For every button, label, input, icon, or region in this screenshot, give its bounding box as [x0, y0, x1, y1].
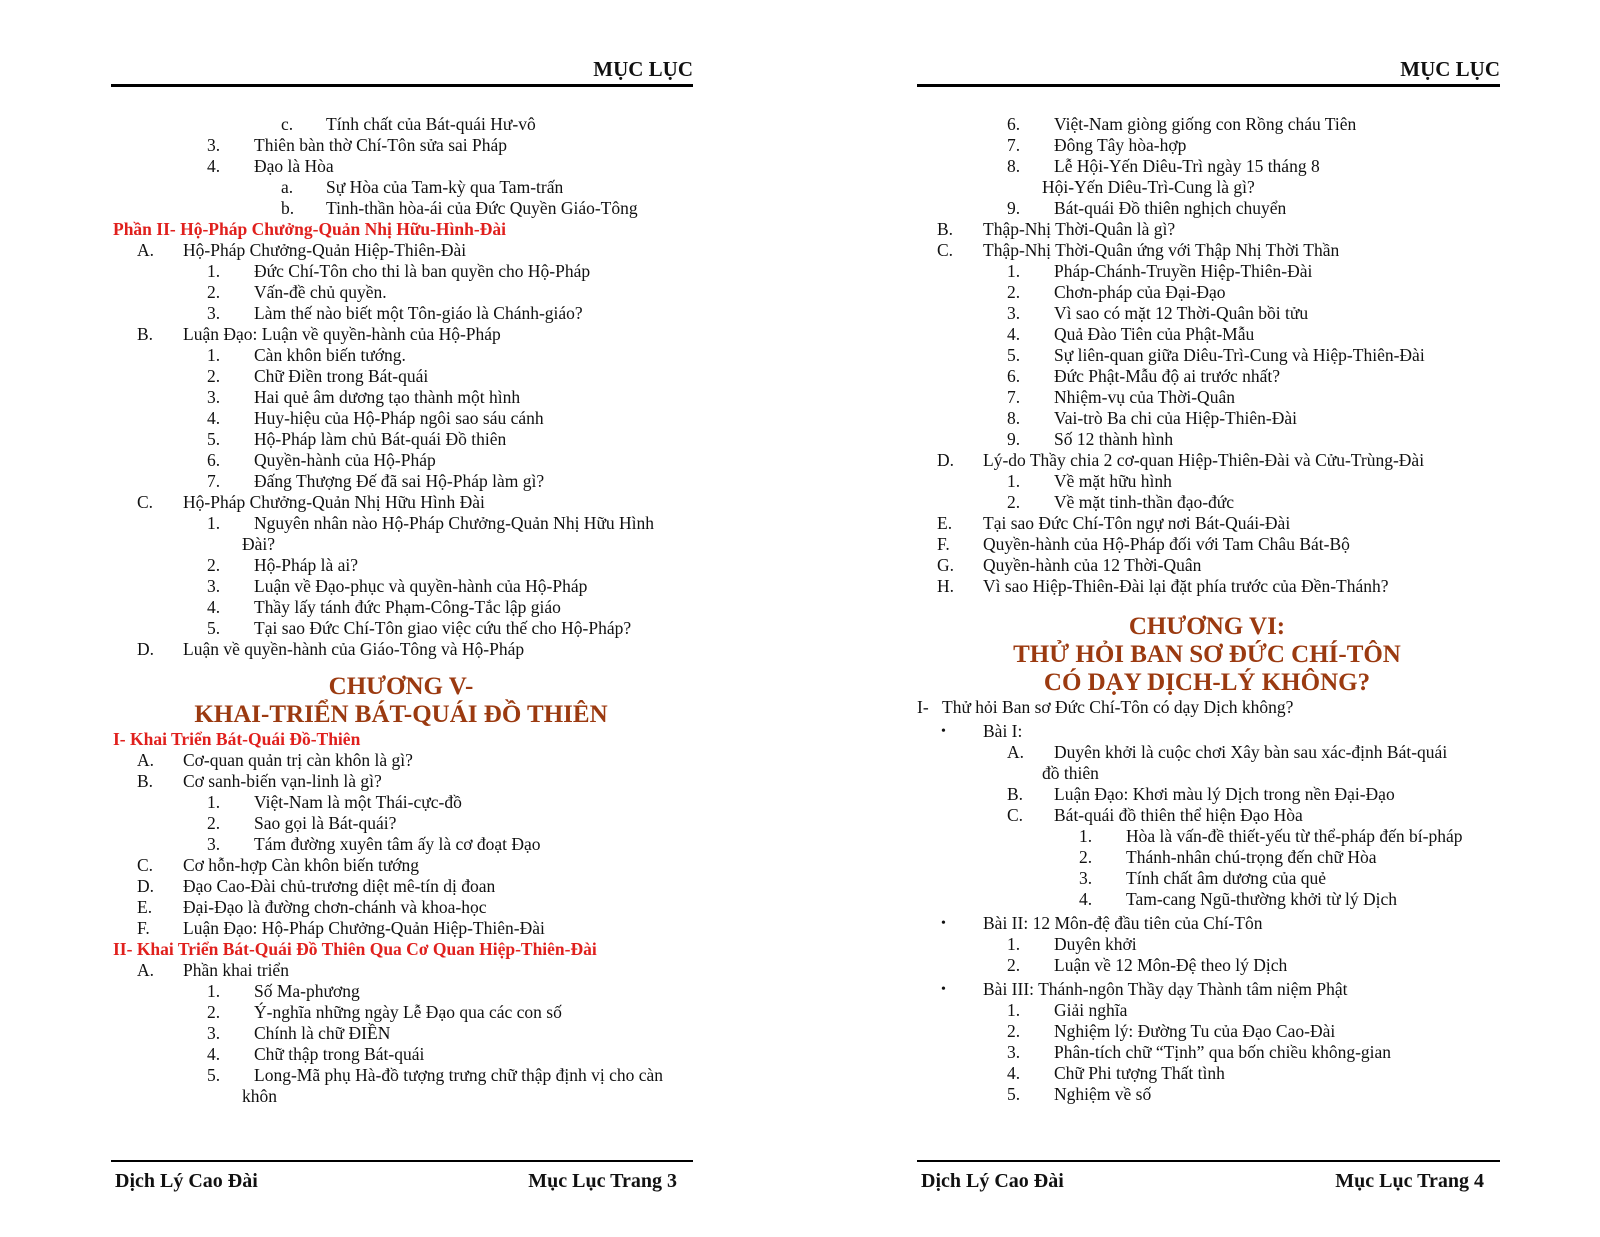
toc-text: Hòa là vấn-đề thiết-yếu từ thể-pháp đến bí-pháp	[1126, 826, 1463, 846]
toc-number: B.	[937, 219, 954, 239]
toc-number: 1.	[1007, 934, 1021, 954]
toc-text: Hộ-Pháp là ai?	[254, 555, 358, 575]
toc-text: Sao gọi là Bát-quái?	[254, 813, 397, 833]
toc-text: khôn	[242, 1086, 277, 1106]
toc-entry	[111, 897, 701, 918]
toc-entry	[111, 345, 701, 366]
toc-text: Chữ Điền trong Bát-quái	[254, 366, 429, 386]
toc-text: Luận Đạo: Khơi màu lý Dịch trong nền Đại-Đạo	[1054, 784, 1395, 804]
toc-entry	[917, 847, 1517, 868]
toc-text: Thập-Nhị Thời-Quân là gì?	[983, 219, 1176, 239]
toc-entry	[917, 282, 1517, 303]
toc-entry	[917, 697, 1517, 718]
toc-text: Lý-do Thầy chia 2 cơ-quan Hiệp-Thiên-Đài và Cửu-Trùng-Đài	[983, 450, 1425, 470]
toc-entry	[111, 303, 701, 324]
toc-text: Vai-trò Ba chi của Hiệp-Thiên-Đài	[1054, 408, 1297, 428]
toc-number: E.	[937, 513, 953, 533]
toc-entry	[917, 934, 1517, 955]
toc-number: 2.	[207, 1002, 221, 1022]
toc-text: Phần khai triển	[183, 960, 289, 980]
toc-text: Hộ-Pháp Chưởng-Quản Nhị Hữu Hình Đài	[183, 492, 485, 512]
toc-text: Đài?	[242, 534, 276, 554]
toc-number: 1.	[207, 792, 221, 812]
toc-entry	[111, 1044, 701, 1065]
toc-text: Quyền-hành của Hộ-Pháp	[254, 450, 436, 470]
toc-text: Chữ thập trong Bát-quái	[254, 1044, 425, 1064]
toc-number: D.	[937, 450, 955, 470]
section-heading	[111, 939, 701, 960]
toc-entry	[111, 534, 701, 555]
toc-entry	[111, 576, 701, 597]
toc-entry	[917, 805, 1517, 826]
toc-number: 2.	[1007, 955, 1021, 975]
toc-text: Thập-Nhị Thời-Quân ứng với Thập Nhị Thời Thần	[983, 240, 1340, 260]
toc-entry	[917, 1000, 1517, 1021]
toc-entry	[917, 366, 1517, 387]
toc-text: Vì sao Hiệp-Thiên-Đài lại đặt phía trước của Đền-Thánh?	[983, 576, 1389, 596]
toc-text: Nghiệm về số	[1054, 1084, 1152, 1104]
toc-entry	[917, 742, 1517, 763]
toc-text: Việt-Nam giòng giống con Rồng cháu Tiên	[1054, 114, 1357, 134]
toc-entry	[111, 513, 701, 534]
toc-text: Tinh-thần hòa-ái của Đức Quyền Giáo-Tông	[326, 198, 638, 218]
toc-number: 3.	[207, 387, 221, 407]
toc-entry	[111, 834, 701, 855]
toc-entry	[111, 282, 701, 303]
toc-text: Cơ hỗn-hợp Càn khôn biến tướng	[183, 855, 420, 875]
toc-number: a.	[281, 177, 294, 197]
toc-text: Tam-cang Ngũ-thường khởi từ lý Dịch	[1126, 889, 1397, 909]
toc-number: 2.	[207, 366, 221, 386]
footer-book-title: Dịch Lý Cao Đài	[115, 1170, 258, 1192]
toc-number: 7.	[1007, 135, 1021, 155]
toc-entry	[917, 513, 1517, 534]
toc-number: 8.	[1007, 408, 1021, 428]
toc-text: Bát-quái đồ thiên thể hiện Đạo Hòa	[1054, 805, 1303, 825]
toc-text: Ý-nghĩa những ngày Lễ Đạo qua các con số	[254, 1002, 562, 1022]
toc-entry	[111, 792, 701, 813]
toc-text: đồ thiên	[1042, 763, 1099, 783]
bullet-icon: •	[941, 916, 946, 931]
page-footer	[917, 1160, 1500, 1196]
chapter-title-line: CHƯƠNG VI:	[1128, 613, 1286, 640]
toc-number: 3.	[207, 135, 221, 155]
section-heading	[111, 219, 701, 240]
toc-number: 6.	[1007, 114, 1021, 134]
bullet-icon: •	[941, 724, 946, 739]
toc-number: 4.	[1007, 1063, 1021, 1083]
toc-number: H.	[937, 576, 955, 596]
toc-number: 2.	[1079, 847, 1093, 867]
right-page	[800, 0, 1600, 1237]
toc-number: C.	[137, 855, 154, 875]
toc-text: II- Khai Triển Bát-Quái Đồ Thiên Qua Cơ Quan Hiệp-Thiên-Đài	[113, 939, 597, 959]
toc-entry	[111, 555, 701, 576]
toc-text: Cơ-quan quản trị càn khôn là gì?	[183, 750, 413, 770]
toc-entry	[917, 198, 1517, 219]
toc-entry	[917, 240, 1517, 261]
toc-entry	[111, 771, 701, 792]
toc-entry	[917, 763, 1517, 784]
toc-number: E.	[137, 897, 153, 917]
toc-entry	[917, 177, 1517, 198]
toc-entry	[111, 597, 701, 618]
toc-entry	[917, 1084, 1517, 1105]
toc-text: Việt-Nam là một Thái-cực-đồ	[254, 792, 462, 812]
toc-number: C.	[1007, 805, 1024, 825]
toc-number: 2.	[1007, 1021, 1021, 1041]
toc-entry	[917, 576, 1517, 597]
toc-entry	[111, 918, 701, 939]
toc-text: Hộ-Pháp làm chủ Bát-quái Đồ thiên	[254, 429, 507, 449]
toc-entry	[111, 135, 701, 156]
toc-number: 2.	[207, 813, 221, 833]
toc-entry	[111, 960, 701, 981]
toc-number: 2.	[1007, 492, 1021, 512]
toc-number: B.	[1007, 784, 1024, 804]
toc-number: 1.	[1007, 471, 1021, 491]
toc-number: 5.	[207, 1065, 221, 1085]
toc-number: 2.	[207, 282, 221, 302]
toc-number: 4.	[207, 597, 221, 617]
toc-entry	[917, 913, 1517, 934]
toc-text: Luận về Đạo-phục và quyền-hành của Hộ-Pháp	[254, 576, 588, 596]
toc-text: Nhiệm-vụ của Thời-Quân	[1054, 387, 1235, 407]
bullet-icon: •	[941, 982, 946, 997]
toc-number: 9.	[1007, 429, 1021, 449]
toc-number: 3.	[1007, 1042, 1021, 1062]
chapter-title-line: THỬ HỎI BAN SƠ ĐỨC CHÍ-TÔN	[1013, 641, 1401, 668]
toc-text: Phân-tích chữ “Tịnh” qua bốn chiều không-gian	[1054, 1042, 1392, 1062]
toc-number: 1.	[207, 261, 221, 281]
page-header: MỤC LỤC	[917, 56, 1500, 87]
toc-entry	[917, 1063, 1517, 1084]
toc-number: 3.	[207, 303, 221, 323]
toc-entry	[111, 408, 701, 429]
toc-entry	[111, 198, 701, 219]
toc-text: Quả Đào Tiên của Phật-Mẫu	[1054, 324, 1255, 344]
toc-text: Phần II- Hộ-Pháp Chưởng-Quản Nhị Hữu-Hình-Đài	[113, 219, 506, 239]
toc-number: 5.	[207, 429, 221, 449]
toc-entry	[111, 261, 701, 282]
toc-number: A.	[137, 240, 155, 260]
toc-entry	[111, 387, 701, 408]
toc-text: Tại sao Đức Chí-Tôn ngự nơi Bát-Quái-Đài	[983, 513, 1291, 533]
toc-number: 1.	[1007, 261, 1021, 281]
toc-entry	[111, 450, 701, 471]
toc-entry	[111, 876, 701, 897]
toc-text: Chơn-pháp của Đại-Đạo	[1054, 282, 1226, 302]
toc-entry	[111, 1065, 701, 1086]
toc-number: 7.	[1007, 387, 1021, 407]
toc-text: Về mặt hữu hình	[1054, 471, 1172, 491]
toc-entry	[111, 156, 701, 177]
toc-entry	[111, 981, 701, 1002]
toc-entry	[917, 955, 1517, 976]
toc-number: 3.	[1007, 303, 1021, 323]
toc-number: B.	[137, 771, 154, 791]
toc-text: Đức Chí-Tôn cho thi là ban quyền cho Hộ-Pháp	[254, 261, 591, 281]
toc-number: 7.	[207, 471, 221, 491]
toc-text: Đấng Thượng Đế đã sai Hộ-Pháp làm gì?	[254, 471, 545, 491]
toc-text: Duyên khởi là cuộc chơi Xây bàn sau xác-định Bát-quái	[1054, 742, 1448, 762]
chapter-title-line: CÓ DẠY DỊCH-LÝ KHÔNG?	[1043, 669, 1371, 696]
toc-number: A.	[137, 960, 155, 980]
chapter-title-line: CHƯƠNG V-	[328, 673, 474, 700]
footer-page-number: Mục Lục Trang 3	[528, 1170, 677, 1192]
toc-text: Nghiệm lý: Đường Tu của Đạo Cao-Đài	[1054, 1021, 1336, 1041]
toc-text: Làm thế nào biết một Tôn-giáo là Chánh-giáo?	[254, 303, 583, 323]
toc-entry	[917, 387, 1517, 408]
toc-entry	[111, 1002, 701, 1023]
toc-entry	[111, 618, 701, 639]
page-footer	[111, 1160, 693, 1196]
toc-entry	[111, 471, 701, 492]
toc-number: 4.	[1079, 889, 1093, 909]
toc-entry	[917, 114, 1517, 135]
toc-entry	[917, 429, 1517, 450]
toc-content	[917, 114, 1517, 1105]
toc-text: Quyền-hành của 12 Thời-Quân	[983, 555, 1202, 575]
toc-number: b.	[281, 198, 295, 218]
toc-text: Số 12 thành hình	[1054, 429, 1174, 449]
toc-text: Càn khôn biến tướng.	[254, 345, 406, 365]
toc-number: 3.	[1079, 868, 1093, 888]
toc-entry	[917, 555, 1517, 576]
toc-text: Quyền-hành của Hộ-Pháp đối với Tam Châu Bát-Bộ	[983, 534, 1350, 554]
toc-entry	[111, 240, 701, 261]
toc-text: Vì sao có mặt 12 Thời-Quân bồi tửu	[1054, 303, 1309, 323]
toc-text: Sự liên-quan giữa Diêu-Trì-Cung và Hiệp-Thiên-Đài	[1054, 345, 1425, 365]
toc-entry	[917, 826, 1517, 847]
toc-text: Thiên bàn thờ Chí-Tôn sửa sai Pháp	[254, 135, 508, 155]
toc-text: Giải nghĩa	[1054, 1000, 1128, 1020]
toc-text: Đại-Đạo là đường chơn-chánh và khoa-học	[183, 897, 487, 917]
toc-text: Lễ Hội-Yến Diêu-Trì ngày 15 tháng 8	[1054, 156, 1320, 176]
toc-number: 2.	[1007, 282, 1021, 302]
toc-text: Tám đường xuyên tâm ấy là cơ đoạt Đạo	[254, 834, 541, 854]
toc-number: C.	[137, 492, 154, 512]
toc-entry	[917, 303, 1517, 324]
toc-number: D.	[137, 876, 155, 896]
toc-text: Đạo Cao-Đài chủ-trương diệt mê-tín dị đoan	[183, 876, 496, 896]
footer-page-number: Mục Lục Trang 4	[1335, 1170, 1484, 1192]
toc-number: B.	[137, 324, 154, 344]
toc-entry	[917, 324, 1517, 345]
toc-number: c.	[281, 114, 294, 134]
toc-entry	[917, 261, 1517, 282]
toc-entry	[917, 492, 1517, 513]
toc-entry	[111, 429, 701, 450]
toc-text: Nguyên nhân nào Hộ-Pháp Chưởng-Quản Nhị Hữu Hình	[254, 513, 655, 533]
toc-entry	[917, 784, 1517, 805]
toc-number: 4.	[207, 156, 221, 176]
toc-text: Tại sao Đức Chí-Tôn giao việc cứu thế cho Hộ-Pháp?	[254, 618, 632, 638]
toc-entry	[917, 471, 1517, 492]
toc-number: 2.	[207, 555, 221, 575]
toc-number: F.	[137, 918, 150, 938]
toc-entry	[111, 750, 701, 771]
toc-text: Tính chất âm dương của quẻ	[1126, 868, 1326, 888]
toc-entry	[917, 408, 1517, 429]
toc-number: 1.	[207, 981, 221, 1001]
toc-entry	[111, 855, 701, 876]
toc-number: 6.	[207, 450, 221, 470]
toc-text: Luận về 12 Môn-Đệ theo lý Dịch	[1054, 955, 1288, 975]
toc-entry	[917, 135, 1517, 156]
toc-text: Sự Hòa của Tam-kỳ qua Tam-trấn	[326, 177, 564, 197]
toc-number: 9.	[1007, 198, 1021, 218]
toc-entry	[917, 219, 1517, 240]
toc-text: Duyên khởi	[1054, 934, 1137, 954]
toc-text: Hội-Yến Diêu-Trì-Cung là gì?	[1042, 177, 1255, 197]
toc-number: 3.	[207, 1023, 221, 1043]
toc-entry	[111, 492, 701, 513]
toc-number: 1.	[1007, 1000, 1021, 1020]
toc-number: G.	[937, 555, 955, 575]
toc-text: Long-Mã phụ Hà-đồ tượng trưng chữ thập định vị cho càn	[254, 1065, 664, 1085]
toc-content	[111, 114, 701, 1107]
toc-text: Cơ sanh-biến vạn-linh là gì?	[183, 771, 382, 791]
toc-text: Luận Đạo: Hộ-Pháp Chưởng-Quản Hiệp-Thiên-Đài	[183, 918, 545, 938]
toc-entry	[917, 979, 1517, 1000]
toc-number: 3.	[207, 834, 221, 854]
toc-number: 1.	[1079, 826, 1093, 846]
toc-number: D.	[137, 639, 155, 659]
footer-book-title: Dịch Lý Cao Đài	[921, 1170, 1064, 1192]
toc-entry	[111, 324, 701, 345]
toc-number: A.	[137, 750, 155, 770]
section-heading	[111, 729, 701, 750]
toc-text: Bài II: 12 Môn-đệ đầu tiên của Chí-Tôn	[983, 913, 1263, 933]
page-header: MỤC LỤC	[111, 56, 693, 87]
toc-text: Hộ-Pháp Chưởng-Quản Hiệp-Thiên-Đài	[183, 240, 467, 260]
toc-entry	[917, 889, 1517, 910]
toc-text: Bát-quái Đồ thiên nghịch chuyển	[1054, 198, 1287, 218]
toc-text: Chữ Phi tượng Thất tình	[1054, 1063, 1225, 1083]
toc-entry	[917, 1042, 1517, 1063]
toc-number: 8.	[1007, 156, 1021, 176]
toc-entry	[111, 639, 701, 660]
toc-text: Bài III: Thánh-ngôn Thầy dạy Thành tâm niệm Phật	[983, 979, 1348, 999]
toc-number: 5.	[1007, 1084, 1021, 1104]
toc-text: Thánh-nhân chú-trọng đến chữ Hòa	[1126, 847, 1377, 867]
toc-text: Thử hỏi Ban sơ Đức Chí-Tôn có dạy Dịch không?	[942, 697, 1294, 717]
toc-text: Về mặt tinh-thần đạo-đức	[1054, 492, 1235, 512]
toc-number: 5.	[207, 618, 221, 638]
toc-text: Số Ma-phương	[254, 981, 360, 1001]
toc-text: I- Khai Triển Bát-Quái Đồ-Thiên	[113, 729, 361, 749]
toc-text: Pháp-Chánh-Truyền Hiệp-Thiên-Đài	[1054, 261, 1313, 281]
toc-entry	[111, 177, 701, 198]
toc-text: Huy-hiệu của Hộ-Pháp ngôi sao sáu cánh	[254, 408, 544, 428]
toc-text: Chính là chữ ĐIỀN	[254, 1023, 391, 1043]
chapter-title-line: KHAI-TRIỂN BÁT-QUÁI ĐỒ THIÊN	[194, 701, 608, 728]
toc-entry	[111, 813, 701, 834]
toc-entry	[917, 450, 1517, 471]
toc-text: Đông Tây hòa-hợp	[1054, 135, 1187, 155]
toc-text: Đức Phật-Mẫu độ ai trước nhất?	[1054, 366, 1281, 386]
toc-number: 1.	[207, 345, 221, 365]
toc-entry	[111, 366, 701, 387]
toc-text: Luận về quyền-hành của Giáo-Tông và Hộ-Pháp	[183, 639, 525, 659]
toc-number: 4.	[1007, 324, 1021, 344]
toc-entry	[111, 1023, 701, 1044]
toc-number: 4.	[207, 408, 221, 428]
toc-number: C.	[937, 240, 954, 260]
toc-entry	[917, 156, 1517, 177]
toc-text: Thầy lấy tánh đức Phạm-Công-Tắc lập giáo	[254, 597, 561, 617]
toc-text: Bài I:	[983, 721, 1023, 741]
toc-number: 6.	[1007, 366, 1021, 386]
toc-number: 1.	[207, 513, 221, 533]
toc-number: F.	[937, 534, 950, 554]
toc-text: Tính chất của Bát-quái Hư-vô	[326, 114, 536, 134]
toc-text: Luận Đạo: Luận về quyền-hành của Hộ-Pháp	[183, 324, 501, 344]
toc-entry	[917, 534, 1517, 555]
toc-number: 5.	[1007, 345, 1021, 365]
toc-entry	[917, 345, 1517, 366]
toc-entry	[111, 114, 701, 135]
toc-text: Vấn-đề chủ quyền.	[254, 282, 387, 302]
toc-number: 4.	[207, 1044, 221, 1064]
toc-number: A.	[1007, 742, 1025, 762]
toc-text: Đạo là Hòa	[254, 156, 334, 176]
toc-text: Hai quẻ âm dương tạo thành một hình	[254, 387, 521, 407]
toc-number: 3.	[207, 576, 221, 596]
toc-entry	[917, 868, 1517, 889]
toc-entry	[111, 1086, 701, 1107]
toc-entry	[917, 1021, 1517, 1042]
toc-entry	[917, 721, 1517, 742]
toc-number: I-	[917, 697, 929, 717]
